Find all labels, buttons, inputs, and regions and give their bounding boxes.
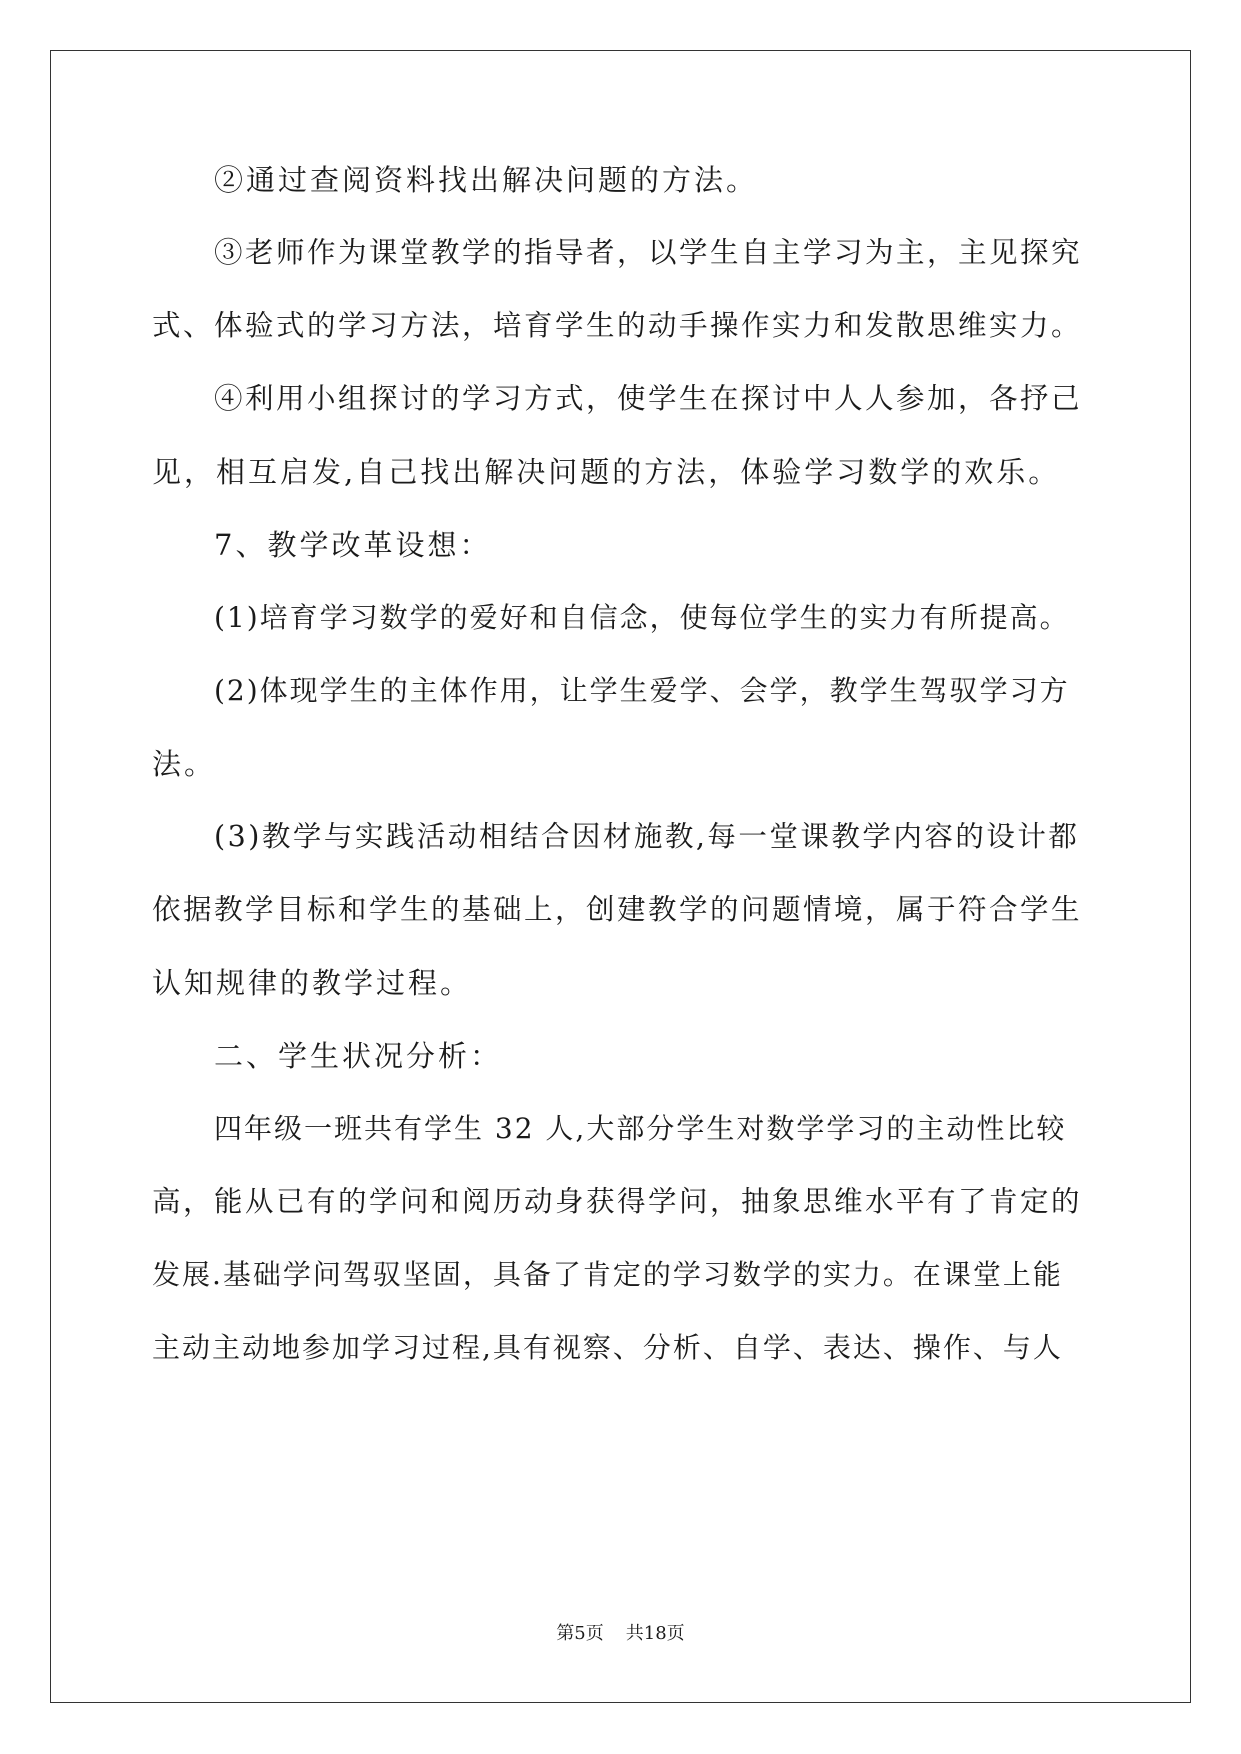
page-number: 第5页 (556, 1623, 604, 1644)
paragraph-line: (2)体现学生的主体作用，让学生爱学、会学，教学生驾驭学习方 (214, 674, 1070, 707)
paragraph-line: ②通过查阅资料找出解决问题的方法。 (214, 163, 759, 197)
paragraph-line: ③老师作为课堂教学的指导者，以学生自主学习为主，主见探究 (214, 236, 1083, 269)
paragraph-line: 式、体验式的学习方法，培育学生的动手操作实力和发散思维实力。 (152, 309, 1083, 342)
section-heading: 7、教学改革设想： (214, 528, 492, 562)
paragraph-line: 认知规律的教学过程。 (152, 966, 473, 1000)
page-total: 共18页 (625, 1623, 685, 1644)
page-footer (0, 1622, 1241, 1646)
paragraph-line: 依据教学目标和学生的基础上，创建教学的问题情境，属于符合学生 (152, 893, 1083, 926)
page-border (50, 50, 1191, 1703)
paragraph-line: 发展.基础学问驾驭坚固，具备了肯定的学习数学的实力。在课堂上能 (152, 1258, 1063, 1291)
paragraph-line: (3)教学与实践活动相结合因材施教,每一堂课教学内容的设计都 (214, 820, 1080, 853)
paragraph-line: (1)培育学习数学的爱好和自信念，使每位学生的实力有所提高。 (214, 601, 1070, 634)
paragraph-line: 见，相互启发,自己找出解决问题的方法，体验学习数学的欢乐。 (152, 455, 1061, 489)
paragraph-line: 高，能从已有的学问和阅历动身获得学问，抽象思维水平有了肯定的 (152, 1185, 1083, 1218)
paragraph-line: 四年级一班共有学生 32 人,大部分学生对数学学习的主动性比较 (214, 1112, 1067, 1145)
section-heading: 二、学生状况分析： (214, 1039, 503, 1073)
paragraph-line: 主动主动地参加学习过程,具有视察、分析、自学、表达、操作、与人 (152, 1331, 1063, 1364)
paragraph-line: ④利用小组探讨的学习方式，使学生在探讨中人人参加，各抒己 (214, 382, 1083, 415)
paragraph-line: 法。 (152, 747, 217, 781)
